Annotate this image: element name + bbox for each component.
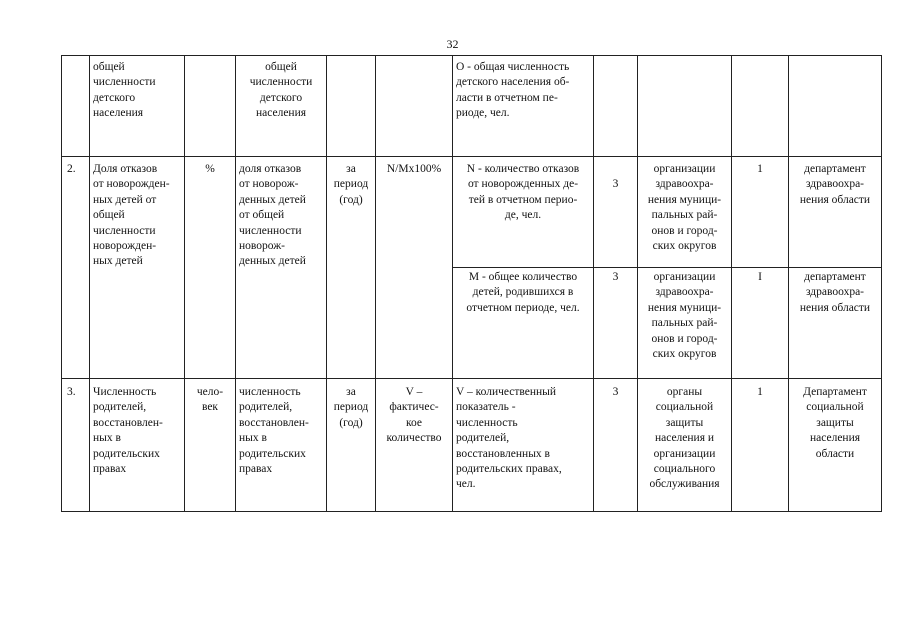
responsible: департамент здравоохра- нения области: [799, 163, 871, 206]
indicator-name: Доля отказов от новорожден- ных детей от общей численности новорожден- ных детей: [93, 163, 170, 268]
period: за период (год): [333, 386, 369, 429]
formula: V – фактичес- кое количество: [386, 386, 442, 445]
variable-description: М - общее количество детей, родившихся в отчетном периоде, чел.: [466, 271, 580, 314]
responsible: департамент здравоохра- нения области: [799, 271, 871, 314]
unit: чело- век: [196, 386, 224, 414]
variable-description: V – количественный показатель - численность родителей, восстановленных в родительских правах, чел.: [456, 386, 562, 491]
period: за период (год): [333, 163, 369, 206]
sub-row-divider: [452, 267, 882, 268]
page-number: 32: [446, 37, 459, 51]
data-source: организации здравоохра- нения муници- пальных рай- онов и город- ских округов: [647, 271, 722, 361]
indicator-definition: численность родителей, восстановлен- ных в родительских правах: [239, 386, 309, 476]
unit: %: [205, 163, 215, 175]
row-number: 2.: [67, 163, 76, 175]
collection-method: 3: [612, 271, 619, 283]
column-divider: [881, 55, 882, 512]
column-divider: [326, 55, 327, 512]
responsible: Департамент социальной защиты населения области: [803, 386, 867, 460]
indicator-name: общей численности детского населения: [93, 61, 156, 120]
indicator-name: Численность родителей, восстановлен- ных в родительских правах: [93, 386, 163, 476]
indicator-definition: общей численности детского населения: [249, 61, 313, 120]
frequency: I: [758, 271, 762, 283]
variable-description: О - общая численность детского населения об- ласти в отчетном пе- риоде, чел.: [456, 61, 570, 120]
indicator-definition: доля отказов от новорож- денных детей от общей численности новорож- денных детей: [239, 163, 306, 268]
collection-method: 3: [612, 178, 619, 190]
row-number: 3.: [67, 386, 76, 398]
indicator-table: [61, 55, 882, 512]
column-divider: [61, 55, 62, 512]
column-divider: [235, 55, 236, 512]
collection-method: 3: [612, 386, 619, 398]
frequency: 1: [757, 163, 763, 175]
column-divider: [89, 55, 90, 512]
column-divider: [184, 55, 185, 512]
data-source: организации здравоохра- нения муници- пальных рай- онов и город- ских округов: [647, 163, 722, 253]
data-source: органы социальной защиты населения и организации социального обслуживания: [649, 386, 720, 491]
variable-description: N - количество отказов от новорожденных де- тей в отчетном перио- де, чел.: [466, 163, 580, 222]
frequency: 1: [757, 386, 763, 398]
formula: N/Mx100%: [386, 163, 442, 175]
